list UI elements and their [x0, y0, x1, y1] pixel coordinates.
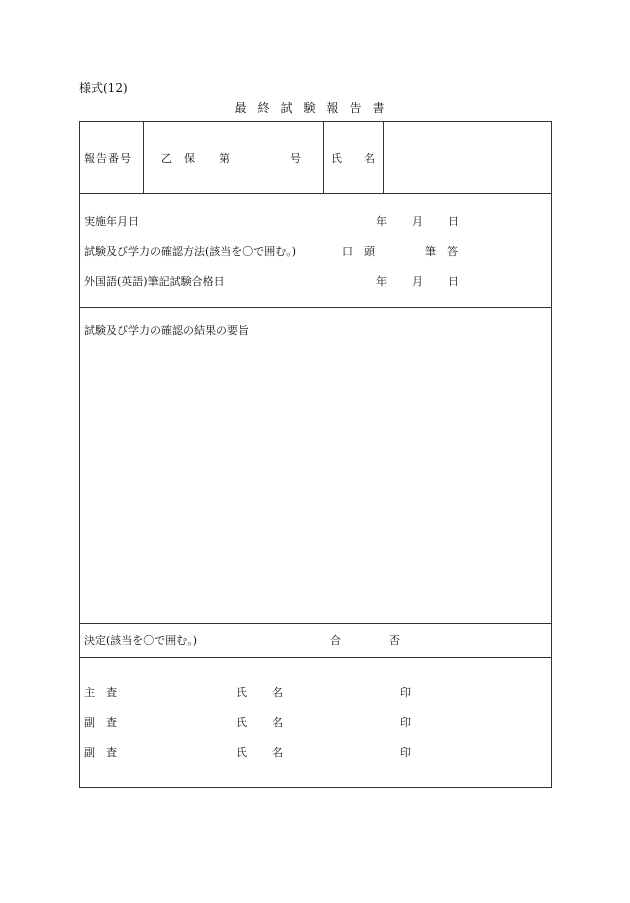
dai-char: 第 — [219, 152, 230, 165]
examiner-name-mei: 名 — [272, 716, 283, 729]
table-border-left — [79, 121, 80, 788]
table-border-top — [79, 121, 552, 122]
pass-option: 合 — [330, 634, 341, 647]
examiner-name-mei: 名 — [272, 746, 283, 759]
seal-mark: 印 — [400, 716, 411, 729]
seal-mark: 印 — [400, 686, 411, 699]
table-border-bottom — [79, 787, 552, 788]
column-divider — [143, 121, 144, 194]
year-label: 年 — [376, 215, 387, 228]
decision-label: 決定(該当を〇で囲む。) — [84, 634, 198, 647]
go-char: 号 — [290, 152, 301, 165]
foreign-exam-label: 外国語(英語)筆記試験合格日 — [84, 275, 225, 288]
month-label: 月 — [412, 275, 423, 288]
method-label: 試験及び学力の確認方法(該当を〇で囲む。) — [84, 245, 297, 258]
ho-char: 保 — [184, 152, 195, 165]
otsu-char: 乙 — [161, 152, 172, 165]
summary-label: 試験及び学力の確認の結果の要旨 — [84, 324, 249, 337]
examiner-role: 副 査 — [84, 716, 117, 729]
seal-mark: 印 — [400, 746, 411, 759]
examiner-role: 主 査 — [84, 686, 117, 699]
table-border-right — [551, 121, 552, 788]
year-label: 年 — [376, 275, 387, 288]
examiner-name-shi: 氏 — [236, 746, 247, 759]
examiner-role: 副 査 — [84, 746, 117, 759]
exam-date-label: 実施年月日 — [84, 215, 139, 228]
name-label-shi: 氏 — [331, 152, 342, 165]
row-divider — [79, 307, 552, 308]
column-divider — [323, 121, 324, 194]
written-option: 筆 答 — [425, 245, 458, 258]
day-label: 日 — [448, 215, 459, 228]
oral-option: 口 頭 — [342, 245, 375, 258]
row-divider — [79, 657, 552, 658]
form-id: 様式(12) — [79, 81, 128, 95]
fail-option: 否 — [389, 634, 400, 647]
day-label: 日 — [448, 275, 459, 288]
row-divider — [79, 623, 552, 624]
report-number-label: 報告番号 — [84, 152, 132, 165]
examiner-name-shi: 氏 — [236, 686, 247, 699]
column-divider — [383, 121, 384, 194]
row-divider — [79, 193, 552, 194]
month-label: 月 — [412, 215, 423, 228]
form-title: 最終試験報告書 — [234, 101, 396, 115]
name-label-mei: 名 — [364, 152, 375, 165]
examiner-name-shi: 氏 — [236, 716, 247, 729]
examiner-name-mei: 名 — [272, 686, 283, 699]
